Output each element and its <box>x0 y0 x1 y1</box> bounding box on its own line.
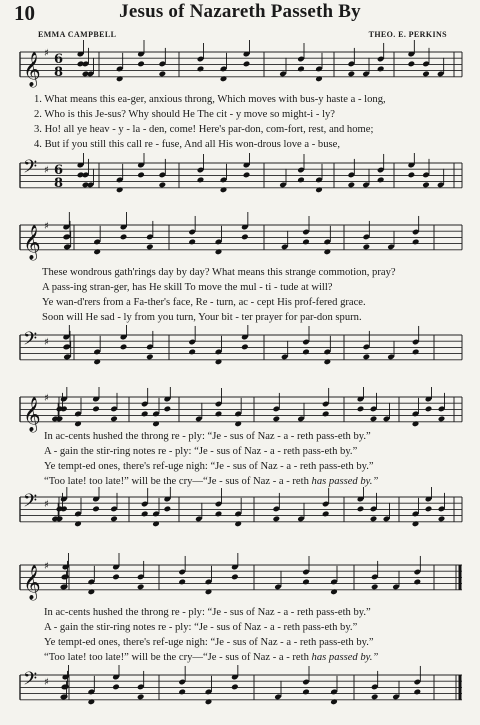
time-sig-bottom: 8 <box>54 176 64 191</box>
note-head <box>357 406 365 413</box>
lyric-verse-3: Ye tempt-ed ones, there's ref-uge nigh: “Je - sus of Naz - a - reth pass-eth by.” <box>44 461 374 472</box>
lyric-verse-1: In ac-cents hushed the throng re - ply: “Je - sus of Naz - a - reth pass-eth by.” <box>44 607 371 618</box>
note-head <box>178 579 186 586</box>
lyric-verse-4-italic: has passed by.” <box>311 652 379 663</box>
note-head <box>425 506 433 513</box>
note-head <box>425 406 433 413</box>
sharp-icon: ♯ <box>44 48 49 59</box>
treble-clef-icon: 𝄞 <box>23 564 41 600</box>
lyric-verse-2: A - gain the stir-ring notes re - ply: “Je - sus of Naz - a - reth pass-eth by.” <box>44 622 358 633</box>
note-head <box>164 506 172 513</box>
note-head <box>241 344 249 351</box>
sharp-icon: ♯ <box>44 221 49 232</box>
lyric-verse-2: A - gain the stir-ring notes re - ply: “Je - sus of Naz - a - reth pass-eth by.” <box>44 446 358 457</box>
music-system-1 <box>14 40 464 198</box>
bass-staff <box>14 665 464 725</box>
note-head <box>302 349 310 356</box>
hymn-number: 10 <box>14 1 35 25</box>
music-system-4 <box>14 553 464 725</box>
bass-staff <box>14 325 464 385</box>
note-head <box>412 239 420 246</box>
note-head <box>357 506 365 513</box>
sharp-icon: ♯ <box>44 499 49 510</box>
note-head <box>178 689 186 696</box>
lyric-verse-3: Ye tempt-ed ones, there's ref-uge nigh: “Je - sus of Naz - a - reth pass-eth by.” <box>44 637 374 648</box>
sharp-icon: ♯ <box>44 393 49 404</box>
note-head <box>215 511 223 518</box>
sharp-icon: ♯ <box>44 561 49 572</box>
note-head <box>112 574 120 581</box>
lyric-verse-2: A pass-ing stran-ger, has He skill To move the mul - ti - tude at will? <box>42 282 333 293</box>
note-head <box>92 506 100 513</box>
treble-staff <box>14 40 464 90</box>
sharp-icon: ♯ <box>44 677 49 688</box>
lyric-verse-1: 1. What means this ea-ger, anxious throng, Which moves with bus-y haste a - long, <box>34 94 386 105</box>
note-head <box>120 344 128 351</box>
note-head <box>273 515 281 522</box>
lyric-verse-3: 3. Ho! all ye heav - y - la - den, come! Here's par-don, com-fort, rest, and home; <box>34 124 374 135</box>
note-head <box>159 70 167 77</box>
note-head <box>371 693 379 700</box>
note-head <box>297 66 305 73</box>
composer-credit: THEO. E. PERKINS <box>368 30 447 39</box>
note-head <box>302 579 310 586</box>
time-sig-top: 6 <box>54 163 64 178</box>
bass-clef-icon: 𝄢 <box>23 157 38 182</box>
note-head <box>197 177 205 184</box>
hymn-title: Jesus of Nazareth Passeth By <box>119 1 361 22</box>
treble-clef-icon: 𝄞 <box>23 224 41 260</box>
sharp-icon: ♯ <box>44 337 49 348</box>
lyric-verse-4: 4. But if you still this call re - fuse, And all His won-drous love a - buse, <box>34 139 340 150</box>
note-head <box>414 579 422 586</box>
note-head <box>243 172 251 179</box>
note-head <box>231 574 239 581</box>
note-head <box>422 70 430 77</box>
lyric-verse-4-italic: has passed by.” <box>311 476 379 487</box>
note-head <box>363 353 371 360</box>
lyric-verse-4-text: “Too late! too late!” will be the cry—“Je - sus of Naz - a - reth <box>44 652 312 663</box>
note-head <box>112 684 120 691</box>
note-head <box>297 177 305 184</box>
note-head <box>370 415 378 422</box>
note-head <box>422 181 430 188</box>
note-head <box>371 583 379 590</box>
note-head <box>241 234 249 241</box>
note-head <box>412 349 420 356</box>
bass-clef-icon: 𝄢 <box>23 329 38 354</box>
bass-clef-icon: 𝄢 <box>23 669 38 694</box>
note-head <box>159 181 167 188</box>
time-sig-bottom: 8 <box>54 65 64 80</box>
note-head <box>243 61 251 68</box>
note-head <box>215 411 223 418</box>
note-head <box>370 515 378 522</box>
note-head <box>302 239 310 246</box>
lyric-verse-1: In ac-cents hushed the throng re - ply: “Je - sus of Naz - a - reth pass-eth by.” <box>44 431 371 442</box>
note-head <box>137 583 145 590</box>
note-head <box>146 353 154 360</box>
lyric-verse-4: Soon will He sad - ly from you turn, Your bit - ter prayer for par-don spurn. <box>42 312 362 323</box>
note-head <box>188 239 196 246</box>
note-head <box>120 234 128 241</box>
note-head <box>273 415 281 422</box>
note-head <box>110 415 118 422</box>
note-head <box>377 66 385 73</box>
music-system-2 <box>14 212 464 377</box>
note-head <box>141 511 149 518</box>
note-head <box>348 70 356 77</box>
lyric-verse-3: Ye wan-d'rers from a Fa-ther's face, Re - turn, ac - cept His prof-fered grace. <box>42 297 366 308</box>
note-head <box>408 172 416 179</box>
note-head <box>197 66 205 73</box>
treble-clef-icon: 𝄞 <box>23 396 41 432</box>
sharp-icon: ♯ <box>44 165 49 176</box>
note-head <box>137 172 145 179</box>
note-head <box>231 684 239 691</box>
note-head <box>188 349 196 356</box>
time-sig-top: 6 <box>54 52 64 67</box>
note-head <box>141 411 149 418</box>
bass-clef-icon: 𝄢 <box>23 491 38 516</box>
note-head <box>137 61 145 68</box>
note-head <box>164 406 172 413</box>
lyric-verse-1: These wondrous gath'rings day by day? What means this strange commotion, pray? <box>42 267 396 278</box>
note-head <box>137 693 145 700</box>
note-head <box>438 515 446 522</box>
lyric-verse-4 <box>44 651 378 665</box>
note-head <box>438 415 446 422</box>
treble-staff <box>14 553 464 608</box>
lyric-verse-4-text: “Too late! too late!” will be the cry—“Je - sus of Naz - a - reth <box>44 476 312 487</box>
music-system-3 <box>14 387 464 547</box>
note-head <box>363 243 371 250</box>
note-head <box>146 243 154 250</box>
bass-staff <box>14 153 464 213</box>
note-head <box>377 177 385 184</box>
treble-clef-icon: 𝄞 <box>23 51 41 87</box>
treble-staff <box>14 212 464 267</box>
bass-staff <box>14 487 464 547</box>
note-head <box>110 515 118 522</box>
note-head <box>92 406 100 413</box>
note-head <box>322 511 330 518</box>
note-head <box>348 181 356 188</box>
note-head <box>322 411 330 418</box>
author-credit: EMMA CAMPBELL <box>38 30 117 39</box>
note-head <box>302 689 310 696</box>
lyric-verse-2: 2. Who is this Je-sus? Why should He The cit - y move so might-i - ly? <box>34 109 336 120</box>
note-head <box>414 689 422 696</box>
note-head <box>408 61 416 68</box>
